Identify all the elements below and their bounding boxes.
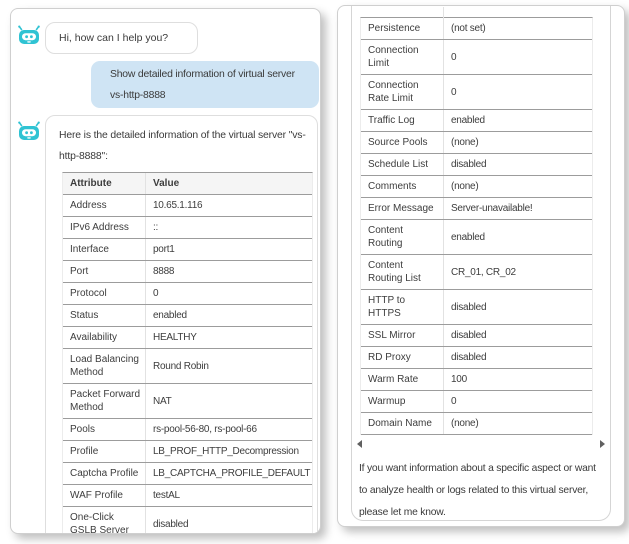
table-row (361, 391, 592, 413)
value-cell: 0 (443, 40, 592, 74)
attribute-cell: Connection Limit (368, 45, 419, 69)
value-cell: enabled (443, 220, 592, 254)
user-message-text: Show detailed information of virtual server vs-http-8888 (110, 68, 295, 101)
table-row (63, 384, 312, 419)
table-row (63, 239, 312, 261)
value-cell: 10.65.1.116 (145, 195, 312, 216)
value-cell: 8888 (145, 261, 312, 282)
table-row (361, 110, 592, 132)
bot-greeting-bubble (45, 22, 198, 54)
value-cell: rs-pool-56-80, rs-pool-66 (145, 419, 312, 440)
attribute-cell: Pools (70, 424, 96, 435)
value-cell: :: (145, 217, 312, 238)
table-row (361, 255, 592, 290)
table-row (361, 75, 592, 110)
scroll-right-icon[interactable] (600, 440, 605, 448)
column-divider-stub (443, 7, 444, 18)
value-cell: testAL (145, 485, 312, 506)
attribute-cell: RD Proxy (368, 352, 411, 363)
bot-avatar-icon (17, 25, 41, 45)
value-cell: NAT (145, 384, 312, 418)
table-row (361, 198, 592, 220)
attribute-cell: Protocol (70, 288, 107, 299)
table-row (361, 40, 592, 75)
value-cell: 100 (443, 369, 592, 390)
right-chat-panel (337, 5, 625, 527)
attribute-cell: Traffic Log (368, 115, 415, 126)
attribute-cell: Comments (368, 181, 417, 192)
detail-intro-text: Here is the detailed information of the virtual server "vs-http-8888": (59, 130, 306, 162)
attribute-cell: Port (70, 266, 89, 277)
table-body (63, 195, 312, 534)
value-cell: LB_CAPTCHA_PROFILE_DEFAULT (145, 463, 312, 484)
attribute-cell: Warm Rate (368, 374, 419, 385)
attribute-cell: IPv6 Address (70, 222, 129, 233)
table-row (361, 154, 592, 176)
table-row (63, 261, 312, 283)
attribute-cell: WAF Profile (70, 490, 123, 501)
value-cell: (none) (443, 132, 592, 153)
value-cell: LB_PROF_HTTP_Decompression (145, 441, 312, 462)
table-row (361, 220, 592, 255)
table-header-row (63, 173, 312, 195)
table-row (63, 327, 312, 349)
bot-greeting-text: Hi, how can I help you? (59, 32, 169, 44)
attribute-cell: Profile (70, 446, 99, 457)
table-row (63, 283, 312, 305)
table-row (361, 132, 592, 154)
table-row (63, 305, 312, 327)
attribute-cell: Status (70, 310, 99, 321)
table-row (63, 217, 312, 239)
value-cell: port1 (145, 239, 312, 260)
user-message-bubble (91, 61, 319, 108)
value-cell: enabled (145, 305, 312, 326)
attribute-cell: Content Routing (368, 225, 404, 249)
attribute-cell: Error Message (368, 203, 434, 214)
value-cell: disabled (443, 347, 592, 368)
value-cell: disabled (145, 507, 312, 534)
value-cell: Round Robin (145, 349, 312, 383)
table-row (361, 18, 592, 40)
value-cell: (not set) (443, 18, 592, 39)
attribute-cell: Source Pools (368, 137, 428, 148)
horizontal-scrollbar[interactable] (357, 439, 605, 449)
value-cell: CR_01, CR_02 (443, 255, 592, 289)
value-cell: 0 (443, 75, 592, 109)
attribute-column-header: Attribute (70, 178, 112, 189)
table-row (63, 463, 312, 485)
value-cell: Server-unavailable! (443, 198, 592, 219)
attribute-cell: Persistence (368, 23, 421, 34)
attribute-cell: Content Routing List (368, 260, 421, 284)
table-row (361, 325, 592, 347)
closing-text: If you want information about a specific aspect or want to analyze health or logs related to this virtual server, please let me know. (359, 463, 596, 518)
value-cell: 0 (443, 391, 592, 412)
table-row (63, 349, 312, 384)
attribute-cell: Warmup (368, 396, 406, 407)
virtual-server-table (62, 172, 313, 534)
attribute-cell: Availability (70, 332, 118, 343)
left-chat-panel (10, 8, 321, 534)
virtual-server-table-continued (360, 17, 593, 435)
attribute-cell: Schedule List (368, 159, 429, 170)
attribute-cell: Load Balancing Method (70, 354, 139, 378)
table-row (361, 347, 592, 369)
bot-avatar-icon (17, 121, 41, 141)
attribute-cell: Connection Rate Limit (368, 80, 419, 104)
value-cell: (none) (443, 176, 592, 197)
attribute-cell: Address (70, 200, 107, 211)
value-cell: 0 (145, 283, 312, 304)
table-row (63, 419, 312, 441)
table-row (361, 176, 592, 198)
continuation-bubble (351, 5, 611, 521)
attribute-cell: SSL Mirror (368, 330, 416, 341)
attribute-cell: Domain Name (368, 418, 432, 429)
attribute-cell: Captcha Profile (70, 468, 139, 479)
value-cell: enabled (443, 110, 592, 131)
table-row (63, 485, 312, 507)
attribute-cell: Packet Forward Method (70, 389, 141, 413)
table-row (63, 195, 312, 217)
value-cell: disabled (443, 290, 592, 324)
scrollbar-track[interactable] (362, 439, 600, 449)
attribute-cell: One-Click GSLB Server (70, 512, 129, 534)
value-cell: HEALTHY (145, 327, 312, 348)
table-row (361, 369, 592, 391)
bot-detail-bubble (45, 115, 318, 534)
value-cell: disabled (443, 325, 592, 346)
table-row (63, 441, 312, 463)
attribute-cell: HTTP to HTTPS (368, 295, 406, 319)
value-cell: (none) (443, 413, 592, 434)
attribute-cell: Interface (70, 244, 109, 255)
table-row (361, 290, 592, 325)
value-cell: disabled (443, 154, 592, 175)
table-row (63, 507, 312, 534)
table-row (361, 413, 592, 435)
value-column-header: Value (145, 173, 312, 194)
